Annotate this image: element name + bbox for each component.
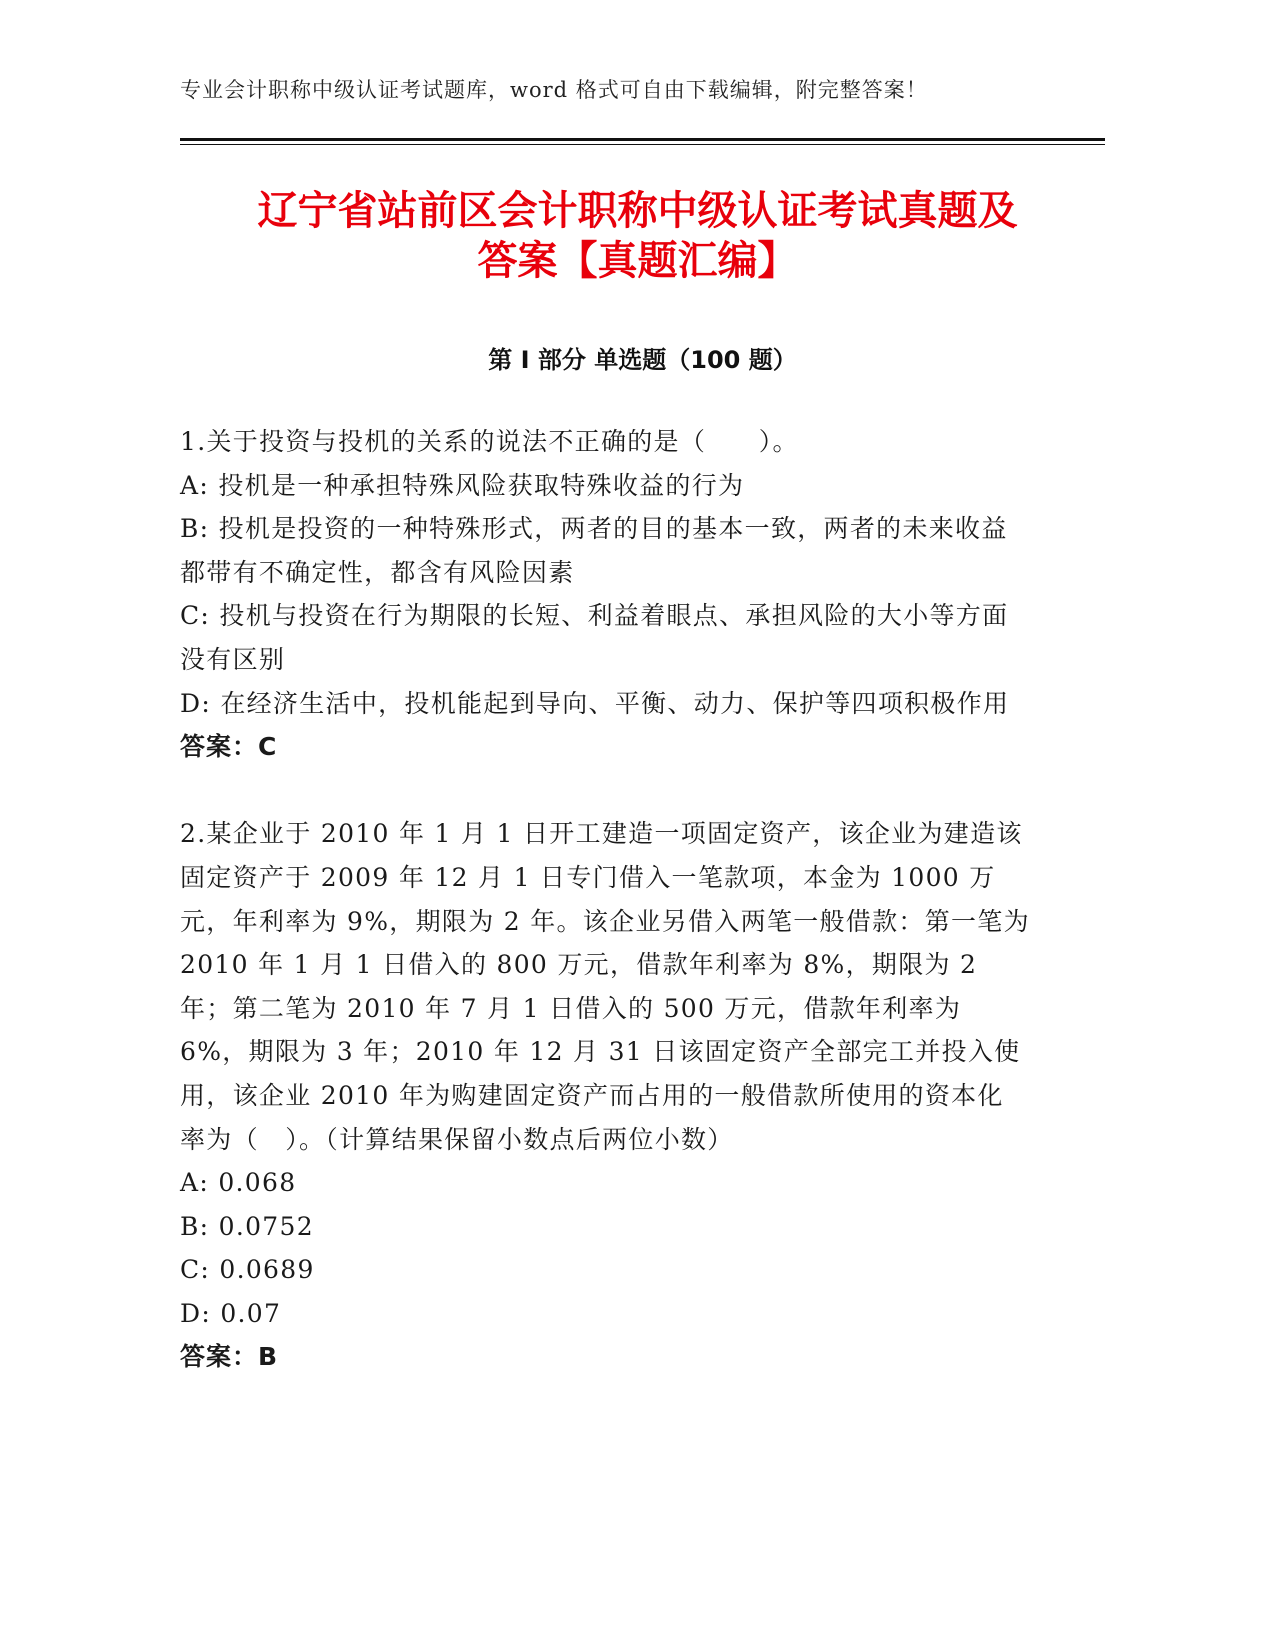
header-divider-thick bbox=[180, 138, 1105, 141]
option-c: C: 投机与投资在行为期限的长短、利益着眼点、承担风险的大小等方面没有区别 bbox=[180, 601, 1009, 674]
question-stem: 1.关于投资与投机的关系的说法不正确的是（ ）。 bbox=[180, 427, 799, 456]
header-divider-thin bbox=[180, 144, 1105, 145]
question-list bbox=[180, 420, 1030, 1379]
option-b: B: 投机是投资的一种特殊形式，两者的目的基本一致，两者的未来收益都带有不确定性，都含有风险因素 bbox=[180, 514, 1008, 587]
document-title-line-2: 答案【真题汇编】 bbox=[477, 238, 798, 284]
header-note: 专业会计职称中级认证考试题库，word 格式可自由下载编辑，附完整答案！ bbox=[180, 78, 928, 102]
question-item bbox=[180, 812, 1030, 1379]
document-title bbox=[150, 186, 1125, 286]
option-a: A: 0.068 bbox=[180, 1168, 297, 1198]
section-title: 第 I 部分 单选题（100 题） bbox=[488, 346, 797, 374]
option-d: D: 0.07 bbox=[180, 1298, 282, 1328]
option-c: C: 0.0689 bbox=[180, 1255, 315, 1285]
question-stem: 2.某企业于 2010 年 1 月 1 日开工建造一项固定资产，该企业为建造该固定资产于 2009 年 12 月 1 日专门借入一笔款项，本金为 1000 万元，年利率为 9%，期限为 2 年。该企业另借入两笔一般借款：第一笔为 2010 年 1 月 1 日借入的 800 万元，借款年利率为 8%，期限为 2 年；第二笔为 2010 年 7 月 1 日借入的 500 万元，借款年利率为 6%，期限为 3 年；2010 年 12 月 31 日该固定资产全部完工并投入使用，该企业 2010 年为购建固定资产而占用的一般借款所使用的资本化率为（ ）。（计算结果保留小数点后两位小数） bbox=[180, 819, 1030, 1154]
document-title-line-1: 辽宁省站前区会计职称中级认证考试真题及 bbox=[257, 188, 1018, 234]
option-b: B: 0.0752 bbox=[180, 1211, 314, 1241]
question-item bbox=[180, 420, 1030, 769]
option-d: D: 在经济生活中，投机能起到导向、平衡、动力、保护等四项积极作用 bbox=[180, 688, 1010, 718]
option-a: A: 投机是一种承担特殊风险获取特殊收益的行为 bbox=[180, 470, 745, 500]
question-spacer bbox=[180, 769, 1030, 813]
answer-line: 答案：B bbox=[180, 1342, 279, 1372]
answer-line: 答案：C bbox=[180, 732, 278, 762]
